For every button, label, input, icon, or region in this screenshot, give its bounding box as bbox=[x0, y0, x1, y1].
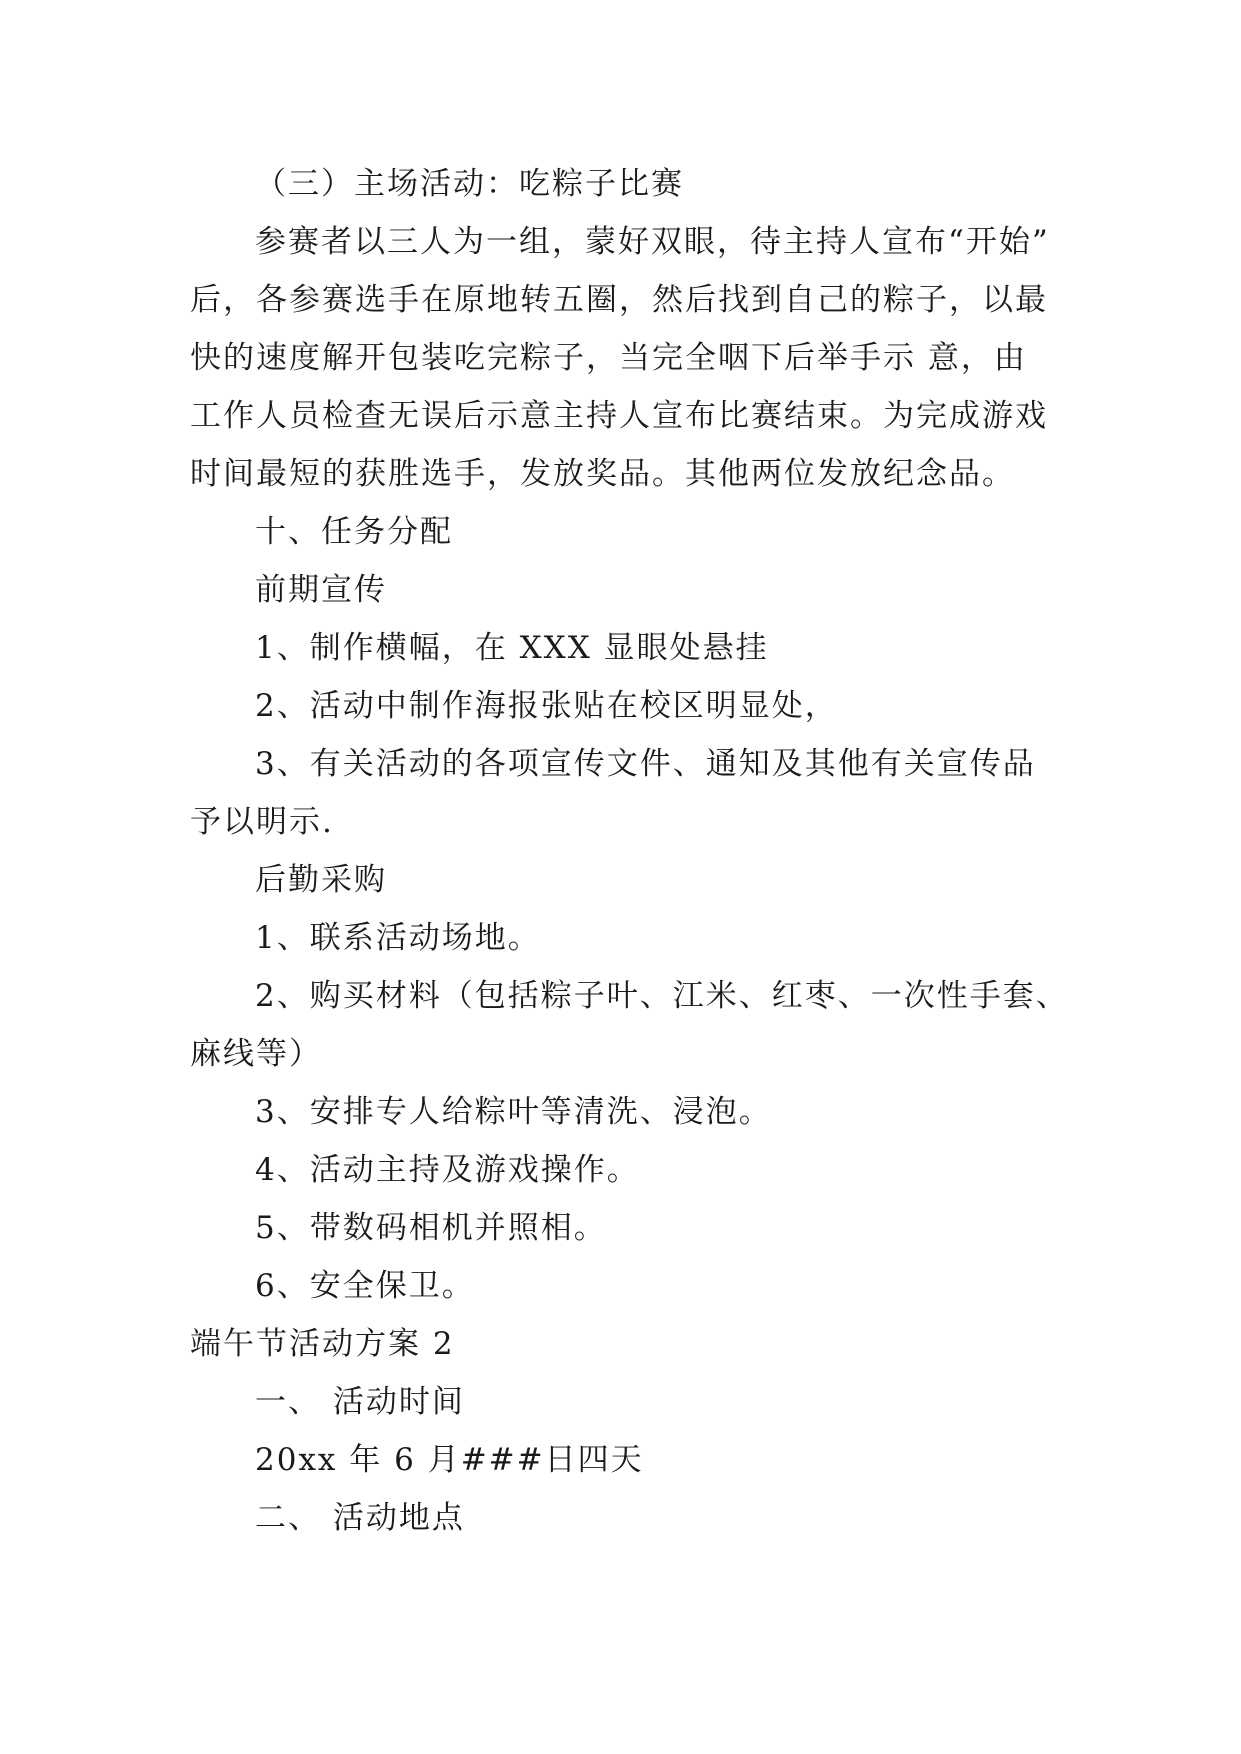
document-title-plan-2: 端午节活动方案 2 bbox=[190, 1326, 455, 1362]
list-item: 5、带数码相机并照相。 bbox=[255, 1210, 607, 1246]
paragraph-line: 时间最短的获胜选手，发放奖品。其他两位发放纪念品。 bbox=[190, 456, 1015, 492]
paragraph-line: 20xx 年 6 月###日四天 bbox=[255, 1442, 644, 1478]
list-item: 2、购买材料（包括粽子叶、江米、红枣、一次性手套、 bbox=[255, 978, 1069, 1014]
paragraph-line: 快的速度解开包装吃完粽子，当完全咽下后举手示 意，由 bbox=[190, 340, 1027, 376]
subheading-logistics: 后勤采购 bbox=[255, 862, 387, 898]
list-item: 3、有关活动的各项宣传文件、通知及其他有关宣传品 bbox=[255, 746, 1036, 782]
list-item-continuation: 予以明示. bbox=[190, 804, 334, 840]
paragraph-line: 工作人员检查无误后示意主持人宣布比赛结束。为完成游戏 bbox=[190, 398, 1048, 434]
subheading-publicity: 前期宣传 bbox=[255, 572, 387, 608]
section-heading-activity-location: 二、 活动地点 bbox=[255, 1500, 465, 1536]
section-heading-activity-time: 一、 活动时间 bbox=[255, 1384, 465, 1420]
paragraph-line: 参赛者以三人为一组，蒙好双眼，待主持人宣布“开始” bbox=[255, 224, 1050, 260]
list-item: 1、制作横幅，在 XXX 显眼处悬挂 bbox=[255, 630, 769, 666]
list-item-continuation: 麻线等） bbox=[190, 1036, 322, 1072]
paragraph-line: 后，各参赛选手在原地转五圈，然后找到自己的粽子，以最 bbox=[190, 282, 1048, 318]
list-item: 3、安排专人给粽叶等清洗、浸泡。 bbox=[255, 1094, 772, 1130]
section-heading-main-activity: （三）主场活动：吃粽子比赛 bbox=[255, 166, 684, 202]
list-item: 4、活动主持及游戏操作。 bbox=[255, 1152, 640, 1188]
list-item: 2、活动中制作海报张贴在校区明显处， bbox=[255, 688, 838, 724]
list-item: 1、联系活动场地。 bbox=[255, 920, 541, 956]
section-heading-task-assignment: 十、任务分配 bbox=[255, 514, 453, 550]
list-item: 6、安全保卫。 bbox=[255, 1268, 475, 1304]
